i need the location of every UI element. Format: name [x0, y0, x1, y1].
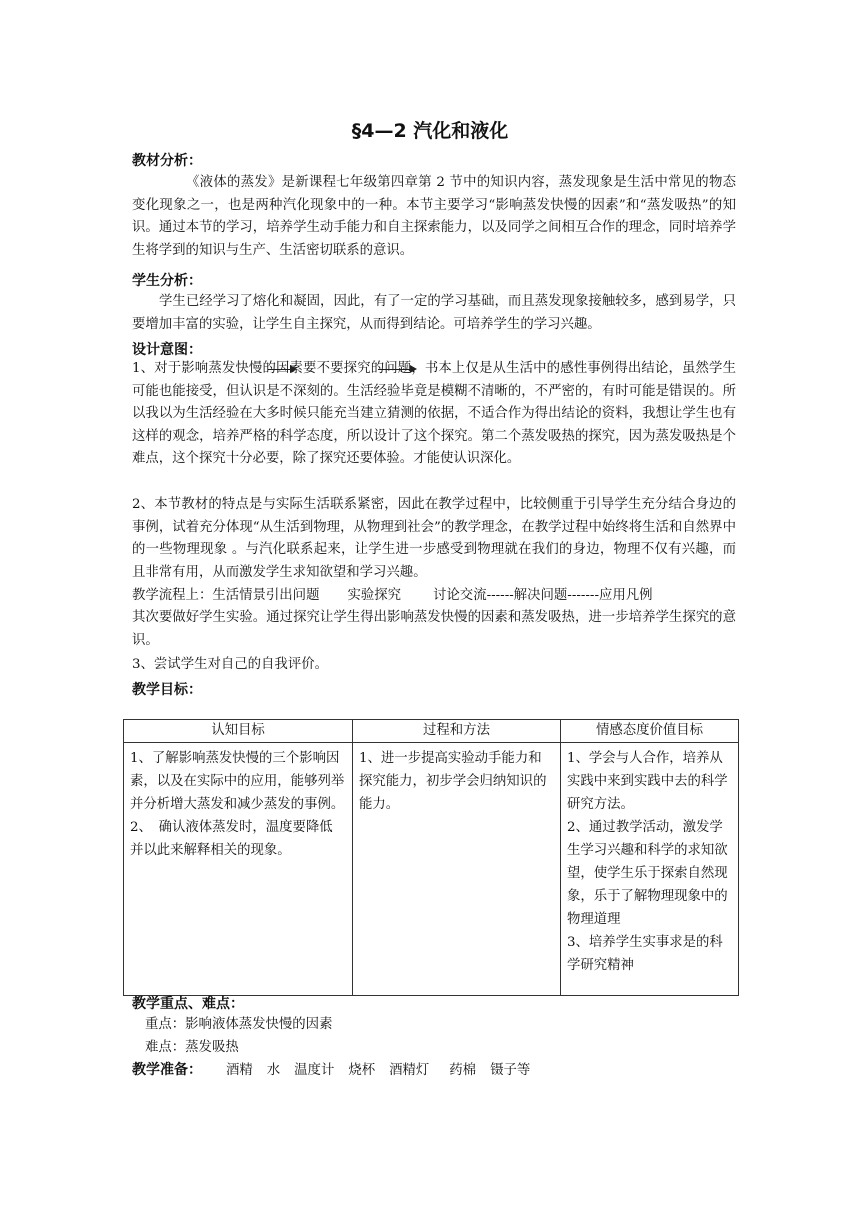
teaching-goals-table: [123, 719, 739, 996]
design-intent-paragraph-3: 3、尝试学生对自己的自我评价。: [132, 657, 328, 672]
student-analysis-text: 学生已经学习了熔化和凝固，因此，有了一定的学习基础，而且蒸发现象接触较多，感到易学，只要增加丰富的实验，让学生自主探究，从而得到结论。可培养学生的学习兴趣。: [132, 294, 736, 332]
key-point-text: 重点：影响液体蒸发快慢的因素: [145, 1017, 333, 1032]
preparation-item: 温度计: [294, 1063, 335, 1078]
design-intent-paragraph-2b: 其次要做好学生实验。通过探究让学生得出影响蒸发快慢的因素和蒸发吸热，进一步培养学生探究的意识。: [132, 610, 736, 648]
preparation-item: 药棉: [449, 1063, 477, 1078]
difficult-point-text: 难点：蒸发吸热: [145, 1040, 239, 1055]
teaching-flow-step: 实验探究: [347, 588, 402, 603]
preparation-heading: 教学准备：: [132, 1062, 202, 1078]
affective-goal-item: 3、培养学生实事求是的科学研究精神: [567, 935, 723, 973]
cognitive-goals-cell: [124, 743, 353, 996]
preparation-item: 酒精: [226, 1063, 253, 1078]
affective-goals-cell: [561, 743, 739, 996]
design-intent-paragraph-1: 1、对于影响蒸发快慢的因素要不要探究的问题，书本上仅是从生活中的感性事例得出结论，虽然学生可能也能接受，但认识是不深刻的。生活经验毕竟是模糊不清晰的，不严密的，有时可能是错误的。所以我以为生活经验在大多时候只能充当建立猜测的依据，不适合作为得出结论的资料，我想让学生也有这样的观念，培养严格的科学态度，所以设计了这个探究。第二个蒸发吸热的探究，因为蒸发吸热是个难点，这个探究十分必要，除了探究还要体验。才能使认识深化。: [132, 361, 736, 467]
design-intent-paragraph-2: 2、本节教材的特点是与实际生活联系紧密，因此在教学过程中，比较侧重于引导学生充分结合身边的事例，试着充分体现“从生活到物理，从物理到社会”的教学理念，在教学过程中始终将生活和自然界中的一些物理现象 。与汽化联系起来，让学生进一步感受到物理就在我们的身边，物理不仅有兴趣，而且非常有用，从而激发学生求知欲望和学习兴趣。: [132, 497, 736, 580]
preparation-item: 烧杯: [348, 1063, 376, 1078]
preparation-line: [132, 1059, 736, 1082]
column-header-cognitive: 认知目标: [124, 720, 353, 743]
material-analysis-heading: 教材分析：: [132, 153, 202, 169]
preparation-item: 镊子等: [490, 1063, 531, 1078]
teaching-flow-line: [132, 585, 736, 607]
arrow-mark: [378, 369, 412, 370]
affective-goal-item: 2、通过教学活动，激发学生学习兴趣和科学的求知欲望，使学生乐于探索自然现象，乐于了解物理现象中的物理道理: [567, 820, 728, 927]
preparation-item: 水: [266, 1063, 281, 1078]
column-header-affective: 情感态度价值目标: [561, 720, 739, 743]
teaching-flow-step: 生活情景引出问题: [212, 588, 320, 603]
preparation-item: 酒精灯: [389, 1063, 430, 1078]
teaching-goals-heading: 教学目标：: [132, 682, 202, 698]
student-analysis-heading: 学生分析：: [132, 273, 202, 289]
affective-goal-item: 1、学会与人合作，培养从实践中来到实践中去的科学研究方法。: [567, 751, 728, 812]
teaching-flow-label: 教学流程上：: [132, 588, 213, 603]
process-goals-cell: [353, 743, 561, 996]
key-points-heading: 教学重点、难点：: [132, 996, 244, 1012]
arrow-mark: [268, 369, 292, 370]
column-header-process: 过程和方法: [353, 720, 561, 743]
process-goal-item: 1、进一步提高实验动手能力和探究能力，初步学会归纳知识的能力。: [359, 751, 547, 812]
design-intent-heading: 设计意图：: [132, 342, 202, 358]
teaching-flow-step: 讨论交流------解决问题-------应用凡例: [433, 588, 653, 603]
material-analysis-text: 《液体的蒸发》是新课程七年级第四章第 2 节中的知识内容，蒸发现象是生活中常见的物态变化现象之一，也是两种汽化现象中的一种。本节主要学习“影响蒸发快慢的因素”和“蒸发吸热”的知识。通过本节的学习，培养学生动手能力和自主探索能力，以及同学之间相互合作的理念，同时培养学生将学到的知识与生产、生活密切联系的意识。: [132, 175, 736, 258]
cognitive-goal-item: 1、了解影响蒸发快慢的三个影响因素，以及在实际中的应用，能够列举并分析增大蒸发和减少蒸发的事例。: [130, 751, 345, 812]
page-title: §4—2 汽化和液化: [351, 120, 509, 142]
cognitive-goal-item: 2、 确认液体蒸发时，温度要降低并以此来解释相关的现象。: [130, 820, 333, 858]
